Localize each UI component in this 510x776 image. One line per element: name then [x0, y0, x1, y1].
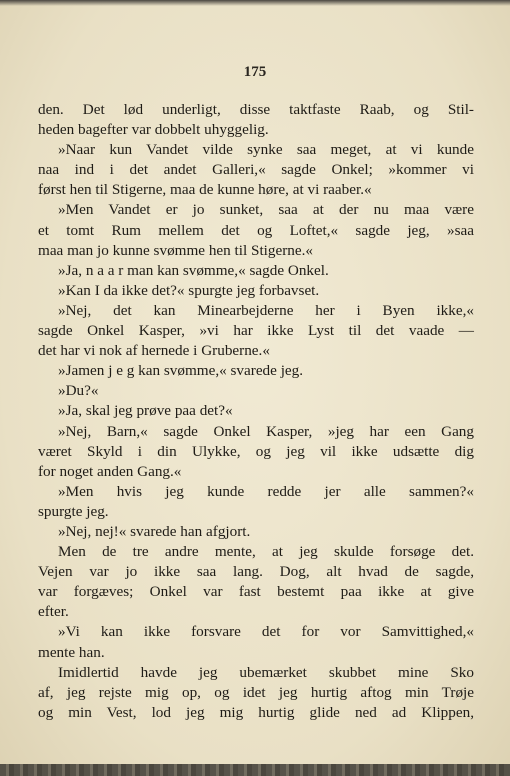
text-line: mente han. [38, 643, 105, 661]
text-line: efter. [38, 603, 69, 621]
text-line: heden bagefter var dobbelt uhyggelig. [38, 121, 269, 139]
text-line: Vejen var jo ikke saa lang. Dog, alt hvad de sagde, [38, 563, 474, 581]
page-top-edge [0, 0, 510, 6]
page-number: 175 [243, 64, 267, 80]
text-line: det har vi nok af hernede i Gruberne.« [38, 342, 270, 360]
text-line: og min Vest, lod jeg mig hurtig glide ned ad Klippen, [38, 703, 474, 721]
page-bottom-edge [0, 764, 510, 776]
text-line: Men de tre andre mente, at jeg skulde forsøge det. [58, 543, 474, 561]
text-line: »Men Vandet er jo sunket, saa at der nu maa være [58, 201, 474, 219]
text-line: »Naar kun Vandet vilde synke saa meget, at vi kunde [58, 141, 474, 159]
text-line: »Nej, nej!« svarede han afgjort. [58, 522, 251, 540]
text-line: naa ind i det andet Galleri,« sagde Onkel; »kommer vi [38, 161, 474, 179]
text-line: »Vi kan ikke forsvare det for vor Samvittighed,« [58, 623, 474, 641]
text-line: »Nej, Barn,« sagde Onkel Kasper, »jeg har een Gang [58, 422, 474, 440]
text-line: først hen til Stigerne, maa de kunne høre, at vi raaber.« [38, 181, 372, 199]
text-line: »Ja, skal jeg prøve paa det?« [58, 402, 233, 420]
body-text [38, 100, 474, 723]
text-line: »Nej, det kan Minearbejderne her i Byen ikke,« [58, 301, 474, 319]
text-line: af, jeg rejste mig op, og idet jeg hurtig aftog min Trøje [38, 683, 474, 701]
text-line: var forgæves; Onkel var fast bestemt paa ikke at give [38, 583, 474, 601]
text-line: den. Det lød underligt, disse taktfaste Raab, og Stil- [38, 101, 474, 118]
text-line: »Jamen j e g kan svømme,« svarede jeg. [58, 362, 304, 380]
text-line: »Men hvis jeg kunde redde jer alle sammen?« [58, 482, 474, 500]
text-line: Imidlertid havde jeg ubemærket skubbet mine Sko [58, 663, 474, 681]
text-line: været Skyld i din Ulykke, og jeg vil ikke udsætte dig [38, 442, 474, 460]
text-line: »Du?« [58, 382, 99, 400]
text-line: spurgte jeg. [38, 502, 109, 520]
text-line: maa man jo kunne svømme hen til Stigerne.« [38, 241, 314, 259]
text-line: et tomt Rum mellem det og Loftet,« sagde jeg, »saa [38, 221, 474, 239]
text-line: »Ja, n a a r man kan svømme,« sagde Onkel. [58, 261, 329, 279]
text-line: for noget anden Gang.« [38, 462, 182, 480]
text-line: »Kan I da ikke det?« spurgte jeg forbavset. [58, 281, 320, 299]
text-line: sagde Onkel Kasper, »vi har ikke Lyst til det vaade — [38, 322, 474, 340]
